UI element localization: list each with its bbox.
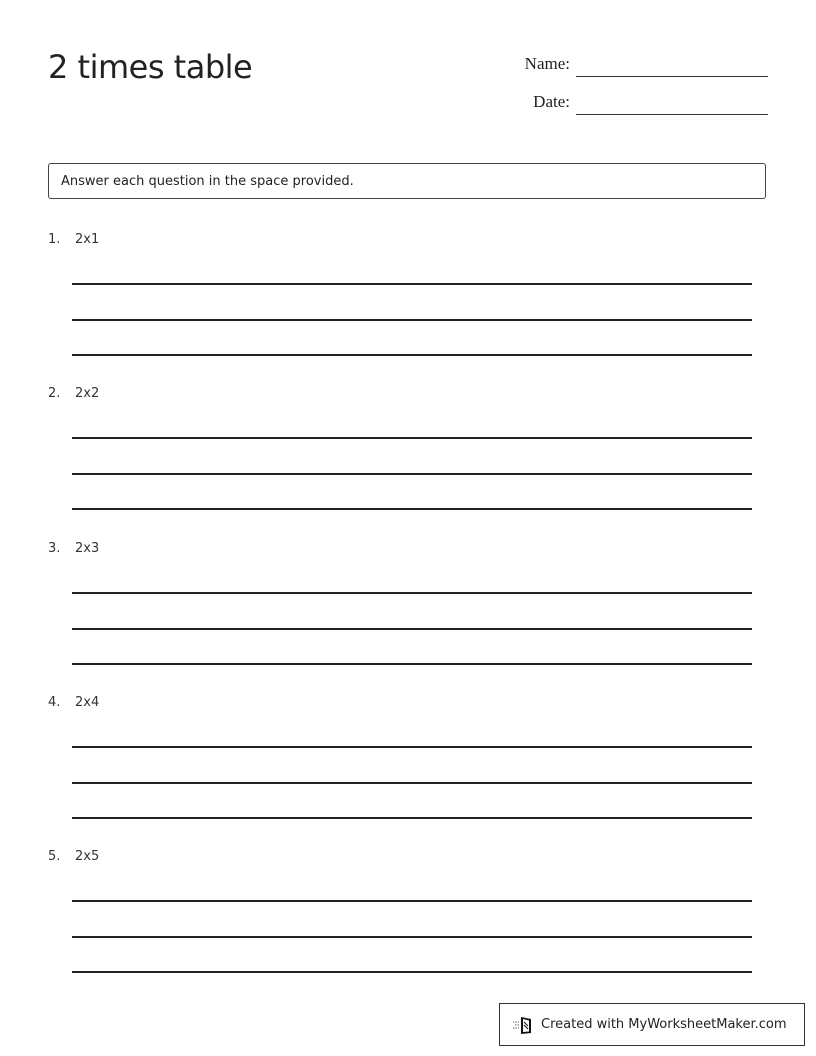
answer-line[interactable] <box>72 746 752 748</box>
question-number: 5. <box>48 849 61 864</box>
answer-line[interactable] <box>72 354 752 356</box>
answer-line[interactable] <box>72 817 752 819</box>
answer-line[interactable] <box>72 782 752 784</box>
question-number: 4. <box>48 695 61 710</box>
question-text: 2x1 <box>75 232 100 247</box>
date-field[interactable] <box>430 92 768 118</box>
answer-line[interactable] <box>72 971 752 973</box>
instructions-text: Answer each question in the space provided. <box>61 174 354 189</box>
name-input-line[interactable] <box>576 76 768 77</box>
answer-line[interactable] <box>72 663 752 665</box>
name-label: Name: <box>524 54 570 73</box>
date-label: Date: <box>533 92 570 111</box>
answer-line[interactable] <box>72 473 752 475</box>
question-number: 3. <box>48 541 61 556</box>
answer-line[interactable] <box>72 508 752 510</box>
footer-text: Created with MyWorksheetMaker.com <box>541 1017 787 1032</box>
date-input-line[interactable] <box>576 114 768 115</box>
question-text: 2x4 <box>75 695 100 710</box>
answer-line[interactable] <box>72 628 752 630</box>
answer-line[interactable] <box>72 437 752 439</box>
question-text: 2x5 <box>75 849 100 864</box>
page-title: 2 times table <box>48 48 253 86</box>
answer-line[interactable] <box>72 319 752 321</box>
answer-line[interactable] <box>72 900 752 902</box>
question-text: 2x3 <box>75 541 100 556</box>
question-number: 1. <box>48 232 61 247</box>
instructions-box <box>48 163 766 199</box>
question-number: 2. <box>48 386 61 401</box>
answer-line[interactable] <box>72 936 752 938</box>
answer-line[interactable] <box>72 592 752 594</box>
answer-line[interactable] <box>72 283 752 285</box>
worksheet-logo-icon <box>512 1015 534 1035</box>
question-text: 2x2 <box>75 386 100 401</box>
name-field[interactable] <box>430 54 768 80</box>
footer-credit[interactable] <box>499 1003 805 1046</box>
